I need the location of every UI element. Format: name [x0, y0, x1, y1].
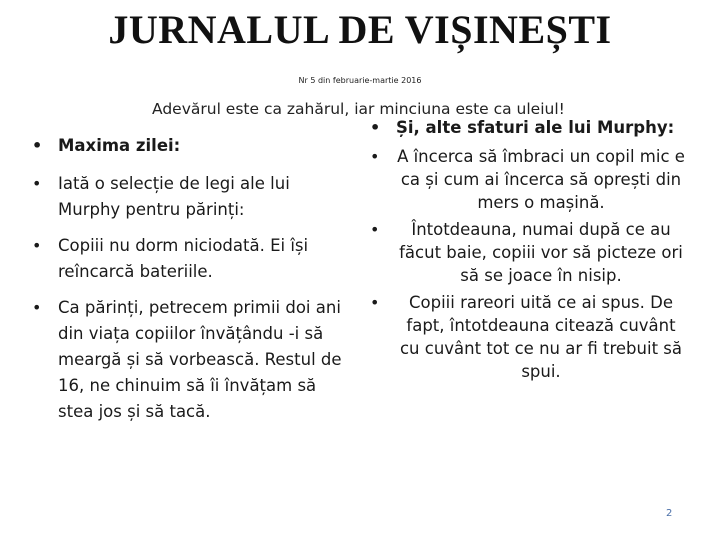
right-column — [396, 116, 686, 387]
page-number: 2 — [666, 508, 673, 519]
issue-info: Nr 5 din februarie-martie 2016 — [298, 76, 422, 85]
left-column — [58, 133, 343, 435]
left-heading: • Maxima zilei: — [58, 133, 343, 159]
page-title: JURNALUL DE VIȘINEȘTI — [108, 7, 612, 52]
right-item: • A încerca să îmbraci un copil mic e ca și cum ai încerca să oprești din mers o mașină. — [396, 145, 686, 214]
right-heading: • Și, alte sfaturi ale lui Murphy: — [396, 116, 686, 139]
right-item: • Întotdeauna, numai după ce au făcut baie, copiii vor să picteze ori să se joace în nisip. — [396, 218, 686, 287]
left-item: • Iată o selecție de legi ale lui Murphy pentru părinți: — [58, 171, 343, 223]
left-item: • Copiii nu dorm niciodată. Ei își reîncarcă bateriile. — [58, 233, 343, 285]
right-item: • Copiii rareori uită ce ai spus. De fapt, întotdeauna citează cuvânt cu cuvânt tot ce nu ar fi trebuit să spui. — [396, 291, 686, 383]
left-item: • Ca părinți, petrecem primii doi ani din viața copiilor învățându -i să meargă și să vorbească. Restul de 16, ne chinuim să îi învățam să stea jos și să tacă. — [58, 295, 343, 425]
quote: Adevărul este ca zahărul, iar minciuna este ca uleiul! — [152, 100, 565, 118]
